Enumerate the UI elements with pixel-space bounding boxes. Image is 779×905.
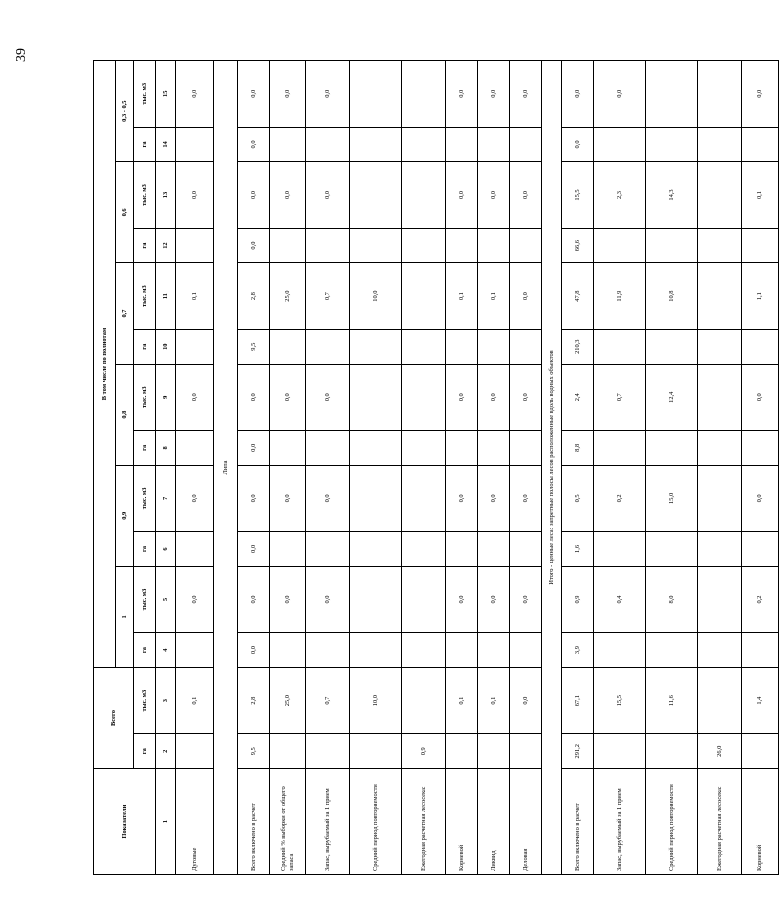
table-row bbox=[238, 61, 270, 875]
table-cell: 26,0 bbox=[698, 734, 742, 769]
column-number: 1 bbox=[156, 769, 176, 875]
column-number: 11 bbox=[156, 263, 176, 329]
table-cell bbox=[698, 364, 742, 430]
table-cell bbox=[402, 430, 446, 465]
table-cell bbox=[742, 734, 779, 769]
table-cell bbox=[306, 633, 350, 668]
table-cell bbox=[698, 566, 742, 632]
header-by-density: В том числе по полнотам bbox=[94, 61, 116, 668]
table-cell: 10,0 bbox=[350, 667, 402, 733]
table-cell bbox=[402, 329, 446, 364]
table-row bbox=[402, 61, 446, 875]
rotated-table-container bbox=[93, 60, 764, 875]
table-cell: 0,0 bbox=[510, 667, 542, 733]
unit-volume: тыс. м3 bbox=[134, 263, 156, 329]
table-cell bbox=[402, 667, 446, 733]
table-cell bbox=[402, 566, 446, 632]
table-cell: 0,0 bbox=[510, 465, 542, 531]
table-cell bbox=[350, 329, 402, 364]
density-group-0-7: 0,7 bbox=[116, 263, 134, 364]
table-cell bbox=[402, 633, 446, 668]
table-cell: 0,0 bbox=[478, 465, 510, 531]
table-cell bbox=[350, 430, 402, 465]
table-cell bbox=[742, 228, 779, 263]
row-label: Средний % выборки от общего запаса bbox=[270, 769, 306, 875]
table-cell bbox=[446, 430, 478, 465]
unit-ha: га bbox=[134, 228, 156, 263]
table-cell bbox=[510, 430, 542, 465]
unit-volume: тыс. м3 bbox=[134, 364, 156, 430]
table-row bbox=[176, 61, 214, 875]
table-cell bbox=[270, 127, 306, 162]
table-cell: 0,0 bbox=[446, 162, 478, 228]
table-cell: 1,6 bbox=[562, 532, 594, 567]
table-cell: 0,5 bbox=[562, 465, 594, 531]
table-cell: 0,0 bbox=[238, 465, 270, 531]
allowable-cut-table bbox=[93, 60, 779, 875]
table-cell bbox=[510, 734, 542, 769]
table-cell bbox=[698, 430, 742, 465]
table-cell: 0,0 bbox=[446, 465, 478, 531]
table-cell bbox=[176, 127, 214, 162]
table-cell: 0,0 bbox=[478, 566, 510, 632]
table-cell: 0,0 bbox=[238, 532, 270, 567]
row-label: Всего включено в расчет bbox=[238, 769, 270, 875]
table-cell: 0,0 bbox=[306, 465, 350, 531]
table-cell bbox=[446, 633, 478, 668]
table-cell: 11,9 bbox=[594, 263, 646, 329]
table-cell: 0,1 bbox=[176, 667, 214, 733]
table-cell: 0,0 bbox=[510, 364, 542, 430]
table-cell bbox=[306, 127, 350, 162]
table-cell bbox=[176, 329, 214, 364]
table-cell: 0,0 bbox=[270, 364, 306, 430]
table-cell bbox=[594, 228, 646, 263]
row-label: Средний период повторяемости bbox=[350, 769, 402, 875]
table-cell: 9,5 bbox=[238, 329, 270, 364]
column-number: 14 bbox=[156, 127, 176, 162]
table-cell bbox=[478, 734, 510, 769]
table-cell bbox=[402, 127, 446, 162]
table-cell: 12,4 bbox=[646, 364, 698, 430]
row-label: Ликвид bbox=[478, 769, 510, 875]
row-label: Ежегодная расчетная лесосека: bbox=[698, 769, 742, 875]
table-cell bbox=[402, 532, 446, 567]
table-cell: 0,0 bbox=[478, 364, 510, 430]
table-cell bbox=[646, 430, 698, 465]
table-row bbox=[478, 61, 510, 875]
table-body bbox=[176, 61, 779, 875]
table-cell: 66,6 bbox=[562, 228, 594, 263]
table-cell: 8,0 bbox=[646, 566, 698, 632]
table-cell: 1,1 bbox=[742, 263, 779, 329]
table-cell bbox=[698, 228, 742, 263]
table-cell bbox=[446, 329, 478, 364]
table-cell bbox=[646, 228, 698, 263]
column-number: 4 bbox=[156, 633, 176, 668]
table-cell: 0,0 bbox=[478, 162, 510, 228]
row-label: Средний период повторяемости bbox=[646, 769, 698, 875]
table-cell: 0,0 bbox=[446, 364, 478, 430]
table-cell bbox=[742, 127, 779, 162]
table-cell: 0,0 bbox=[446, 566, 478, 632]
table-cell bbox=[594, 633, 646, 668]
table-cell: 0,1 bbox=[446, 667, 478, 733]
section-row bbox=[214, 61, 238, 875]
table-cell bbox=[306, 228, 350, 263]
table-row bbox=[594, 61, 646, 875]
density-group-0-3-0-5: 0,3 - 0,5 bbox=[116, 61, 134, 162]
table-cell: 0,0 bbox=[176, 162, 214, 228]
table-cell: 0,0 bbox=[238, 633, 270, 668]
table-cell: 0,0 bbox=[306, 566, 350, 632]
column-number: 9 bbox=[156, 364, 176, 430]
table-cell: 0,0 bbox=[238, 566, 270, 632]
table-row bbox=[742, 61, 779, 875]
table-cell bbox=[350, 364, 402, 430]
density-group-1: 1 bbox=[116, 566, 134, 667]
table-cell bbox=[176, 734, 214, 769]
table-cell bbox=[402, 162, 446, 228]
column-number: 8 bbox=[156, 430, 176, 465]
section-title: Липа bbox=[214, 61, 238, 875]
table-cell bbox=[306, 734, 350, 769]
table-cell: 2,8 bbox=[238, 667, 270, 733]
table-row bbox=[646, 61, 698, 875]
row-label: Деловая bbox=[510, 769, 542, 875]
row-label: Корневой bbox=[446, 769, 478, 875]
row-label: Всего включено в расчет bbox=[562, 769, 594, 875]
table-cell: 0,2 bbox=[594, 465, 646, 531]
table-row bbox=[350, 61, 402, 875]
table-cell: 0,0 bbox=[594, 61, 646, 128]
table-cell bbox=[350, 127, 402, 162]
table-cell: 0,0 bbox=[510, 566, 542, 632]
table-cell: 0,0 bbox=[238, 127, 270, 162]
table-cell: 25,0 bbox=[270, 263, 306, 329]
table-cell: 0,7 bbox=[306, 263, 350, 329]
table-cell bbox=[510, 532, 542, 567]
table-cell bbox=[510, 633, 542, 668]
column-number: 2 bbox=[156, 734, 176, 769]
unit-ha: га bbox=[134, 532, 156, 567]
table-cell: 0,7 bbox=[594, 364, 646, 430]
table-cell bbox=[350, 566, 402, 632]
table-cell bbox=[446, 228, 478, 263]
unit-volume: тыс. м3 bbox=[134, 465, 156, 531]
unit-ha: га bbox=[134, 734, 156, 769]
table-row bbox=[510, 61, 542, 875]
table-cell bbox=[698, 667, 742, 733]
table-cell bbox=[270, 329, 306, 364]
table-cell bbox=[594, 430, 646, 465]
table-cell: 9,5 bbox=[238, 734, 270, 769]
table-cell: 0,0 bbox=[176, 566, 214, 632]
table-cell bbox=[510, 228, 542, 263]
table-cell bbox=[698, 61, 742, 128]
table-cell: 2,8 bbox=[238, 263, 270, 329]
table-cell bbox=[350, 61, 402, 128]
table-cell: 0,0 bbox=[742, 61, 779, 128]
table-cell: 15,0 bbox=[646, 465, 698, 531]
column-number: 7 bbox=[156, 465, 176, 531]
table-cell bbox=[176, 228, 214, 263]
section-title: Итого - ценные леса: запретные полосы лесов расположенные вдоль водных объектов bbox=[542, 61, 562, 875]
table-cell: 0,9 bbox=[562, 566, 594, 632]
table-cell: 2,4 bbox=[562, 364, 594, 430]
density-group-0-8: 0,8 bbox=[116, 364, 134, 465]
table-cell bbox=[350, 228, 402, 263]
table-cell bbox=[350, 633, 402, 668]
table-cell: 0,0 bbox=[238, 162, 270, 228]
table-cell bbox=[176, 633, 214, 668]
table-cell bbox=[402, 228, 446, 263]
unit-volume: тыс. м3 bbox=[134, 667, 156, 733]
table-row bbox=[698, 61, 742, 875]
table-cell: 0,0 bbox=[176, 61, 214, 128]
table-cell bbox=[646, 633, 698, 668]
unit-volume: тыс. м3 bbox=[134, 566, 156, 632]
unit-ha: га bbox=[134, 329, 156, 364]
table-cell: 0,0 bbox=[562, 61, 594, 128]
row-label: Запас, вырубаемый за 1 прием bbox=[594, 769, 646, 875]
table-cell: 0,1 bbox=[742, 162, 779, 228]
table-cell bbox=[270, 430, 306, 465]
table-cell: 0,0 bbox=[306, 61, 350, 128]
unit-ha: га bbox=[134, 633, 156, 668]
table-cell bbox=[594, 734, 646, 769]
table-cell bbox=[646, 61, 698, 128]
table-cell bbox=[446, 127, 478, 162]
table-cell bbox=[270, 228, 306, 263]
table-cell bbox=[742, 532, 779, 567]
table-cell bbox=[270, 734, 306, 769]
table-cell: 0,0 bbox=[510, 162, 542, 228]
unit-ha: га bbox=[134, 127, 156, 162]
table-cell: 0,0 bbox=[306, 364, 350, 430]
table-cell bbox=[594, 127, 646, 162]
table-cell: 291,2 bbox=[562, 734, 594, 769]
table-row bbox=[562, 61, 594, 875]
table-cell: 0,1 bbox=[176, 263, 214, 329]
table-cell bbox=[446, 532, 478, 567]
table-cell bbox=[176, 430, 214, 465]
table-cell bbox=[742, 430, 779, 465]
table-cell: 14,3 bbox=[646, 162, 698, 228]
table-cell: 0,2 bbox=[742, 566, 779, 632]
table-cell bbox=[510, 329, 542, 364]
table-cell: 0,7 bbox=[306, 667, 350, 733]
table-cell: 11,6 bbox=[646, 667, 698, 733]
table-cell: 0,4 bbox=[594, 566, 646, 632]
row-label: Ежегодная расчетная лесосека: bbox=[402, 769, 446, 875]
table-cell: 0,0 bbox=[176, 465, 214, 531]
table-cell bbox=[510, 127, 542, 162]
table-cell: 3,9 bbox=[562, 633, 594, 668]
table-cell bbox=[350, 532, 402, 567]
row-label: Запас, вырубаемый за 1 прием bbox=[306, 769, 350, 875]
row-label: Корневой bbox=[742, 769, 779, 875]
column-number: 12 bbox=[156, 228, 176, 263]
table-cell: 25,0 bbox=[270, 667, 306, 733]
table-cell bbox=[478, 127, 510, 162]
table-cell: 15,5 bbox=[562, 162, 594, 228]
table-cell: 0,9 bbox=[402, 734, 446, 769]
table-cell: 0,0 bbox=[270, 162, 306, 228]
column-number: 10 bbox=[156, 329, 176, 364]
table-cell bbox=[594, 329, 646, 364]
table-cell bbox=[742, 633, 779, 668]
table-cell bbox=[698, 532, 742, 567]
table-cell bbox=[698, 633, 742, 668]
table-cell: 0,0 bbox=[446, 61, 478, 128]
table-cell bbox=[402, 263, 446, 329]
column-number: 3 bbox=[156, 667, 176, 733]
table-cell: 0,0 bbox=[238, 364, 270, 430]
table-cell bbox=[402, 465, 446, 531]
table-cell: 0,0 bbox=[238, 430, 270, 465]
table-cell bbox=[270, 633, 306, 668]
unit-ha: га bbox=[134, 430, 156, 465]
column-number-row bbox=[156, 61, 176, 875]
table-cell bbox=[698, 329, 742, 364]
table-cell: 0,0 bbox=[742, 364, 779, 430]
section-row bbox=[542, 61, 562, 875]
table-cell bbox=[478, 228, 510, 263]
table-cell bbox=[402, 61, 446, 128]
table-cell: 67,1 bbox=[562, 667, 594, 733]
table-cell: 0,0 bbox=[270, 566, 306, 632]
table-cell: 10,8 bbox=[646, 263, 698, 329]
table-cell: 0,0 bbox=[742, 465, 779, 531]
table-cell: 0,0 bbox=[306, 162, 350, 228]
table-cell bbox=[350, 162, 402, 228]
table-cell: 0,0 bbox=[238, 228, 270, 263]
table-cell bbox=[478, 633, 510, 668]
table-cell: 0,0 bbox=[562, 127, 594, 162]
row-label: Дуговые bbox=[176, 769, 214, 875]
table-cell bbox=[698, 162, 742, 228]
table-cell bbox=[646, 127, 698, 162]
table-cell bbox=[446, 734, 478, 769]
table-cell: 0,0 bbox=[510, 61, 542, 128]
table-cell: 8,8 bbox=[562, 430, 594, 465]
table-cell bbox=[478, 532, 510, 567]
table-cell bbox=[646, 734, 698, 769]
table-cell bbox=[402, 364, 446, 430]
table-cell: 15,5 bbox=[594, 667, 646, 733]
table-cell: 0,0 bbox=[510, 263, 542, 329]
table-cell bbox=[594, 532, 646, 567]
table-cell bbox=[698, 465, 742, 531]
table-cell bbox=[270, 532, 306, 567]
header-indicators: Показатели bbox=[94, 769, 156, 875]
table-cell bbox=[306, 329, 350, 364]
table-row bbox=[306, 61, 350, 875]
table-cell bbox=[478, 430, 510, 465]
table-cell: 0,0 bbox=[270, 61, 306, 128]
density-group-0-9: 0,9 bbox=[116, 465, 134, 566]
density-group-0-6: 0,6 bbox=[116, 162, 134, 263]
unit-volume: тыс. м3 bbox=[134, 162, 156, 228]
column-number: 5 bbox=[156, 566, 176, 632]
table-cell bbox=[350, 465, 402, 531]
table-cell: 0,0 bbox=[270, 465, 306, 531]
table-cell bbox=[742, 329, 779, 364]
table-cell bbox=[176, 532, 214, 567]
table-cell: 0,0 bbox=[176, 364, 214, 430]
header-total: Всего bbox=[94, 667, 134, 768]
table-cell: 1,4 bbox=[742, 667, 779, 733]
table-row bbox=[446, 61, 478, 875]
table-cell: 210,3 bbox=[562, 329, 594, 364]
unit-volume: тыс. м3 bbox=[134, 61, 156, 128]
page-number: 39 bbox=[14, 48, 29, 62]
table-cell: 0,0 bbox=[238, 61, 270, 128]
table-cell: 47,8 bbox=[562, 263, 594, 329]
table-cell: 0,1 bbox=[478, 263, 510, 329]
table-cell bbox=[306, 532, 350, 567]
table-cell: 10,0 bbox=[350, 263, 402, 329]
column-number: 6 bbox=[156, 532, 176, 567]
table-cell: 2,3 bbox=[594, 162, 646, 228]
table-cell bbox=[478, 329, 510, 364]
table-cell bbox=[698, 127, 742, 162]
table-cell bbox=[306, 430, 350, 465]
table-cell bbox=[698, 263, 742, 329]
table-cell bbox=[646, 532, 698, 567]
table-cell: 0,1 bbox=[446, 263, 478, 329]
table-row bbox=[270, 61, 306, 875]
table-cell: 0,1 bbox=[478, 667, 510, 733]
column-number: 15 bbox=[156, 61, 176, 128]
column-number: 13 bbox=[156, 162, 176, 228]
table-cell: 0,0 bbox=[478, 61, 510, 128]
table-cell bbox=[646, 329, 698, 364]
table-cell bbox=[350, 734, 402, 769]
